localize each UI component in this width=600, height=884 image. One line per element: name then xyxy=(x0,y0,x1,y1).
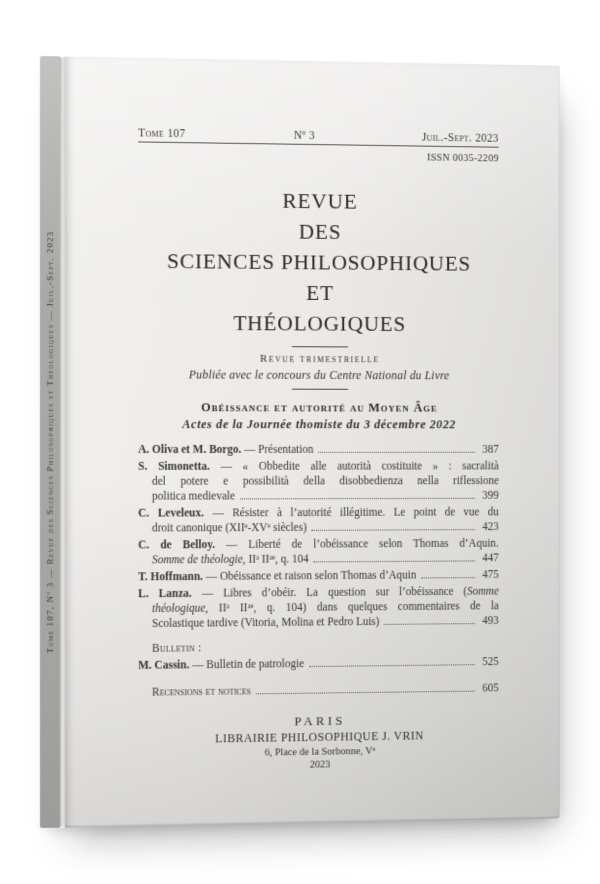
page-number: 475 xyxy=(482,569,499,581)
imprint-year: 2023 xyxy=(309,759,331,771)
book-spine xyxy=(40,56,60,828)
toc-work-title: théologique, xyxy=(151,602,209,616)
dot-leader xyxy=(309,664,475,667)
toc-title: — « Obbedite alle autorità costituite » : sacralità xyxy=(209,460,499,473)
periodicity-label: Revue trimestrielle xyxy=(259,352,380,366)
journal-title xyxy=(138,183,499,339)
recensions-label: Recensions et notices xyxy=(151,685,251,699)
imprint-address: 6, Place de la Sorbonne, Vᵉ xyxy=(264,745,376,759)
imprint-city: PARIS xyxy=(294,712,346,729)
toc-entry xyxy=(138,655,499,674)
journal-title-line: ET xyxy=(306,280,334,305)
toc-title: — Présentation xyxy=(241,443,314,456)
dot-leader xyxy=(240,498,475,500)
toc-title: — Obéissance et raison selon Thomas d’Aquin xyxy=(202,569,417,583)
toc-title: — Liberté de l’obéissance selon Thomas d’Aquin. xyxy=(215,537,499,552)
toc-author: A. Oliva et M. Borgo. xyxy=(138,443,242,456)
page-number: 525 xyxy=(482,656,499,669)
page-number: 605 xyxy=(482,682,499,695)
dot-leader xyxy=(421,577,475,578)
toc-author: M. Cassin. xyxy=(138,659,190,672)
toc-title-continued: del potere e possibilità della disobbedienza nella riflessione xyxy=(151,475,499,488)
front-cover xyxy=(65,56,560,827)
dot-leader xyxy=(256,691,475,695)
toc-work-title: Somme xyxy=(467,585,499,598)
toc-entry xyxy=(138,460,499,505)
separator-rule xyxy=(292,346,348,347)
journal-title-line: DES xyxy=(298,218,342,244)
issn-label: ISSN 0035-2209 xyxy=(426,152,499,165)
bulletin-section-heading: Bulletin : xyxy=(151,642,202,655)
toc-title-continued: droit canonique (XIIᵉ-XVᵉ siècles) xyxy=(151,521,307,535)
toc-title-continued: IIᵃ IIᵃᵉ, q. 104 xyxy=(245,553,309,566)
dot-leader xyxy=(318,452,475,453)
support-note: Publiée avec le concours du Centre National du Livre xyxy=(188,367,450,383)
page-number: 447 xyxy=(482,552,499,565)
journal-title-line: REVUE xyxy=(282,188,358,214)
date-label: Juil.-Sept. 2023 xyxy=(422,131,499,145)
toc-entry xyxy=(138,568,499,585)
imprint-block xyxy=(138,711,499,774)
spine-title: Tome 107, Nº 3 — Revue des Sciences Philosophiques et Théologiques — Juil.-Sept. 2023 xyxy=(44,230,55,654)
toc-title-continued: IIᵃ IIᵃᵉ, q. 104) dans quelques commentaires de la xyxy=(208,600,499,615)
imprint-publisher: LIBRAIRIE PHILOSOPHIQUE J. VRIN xyxy=(215,728,424,746)
page-number: 399 xyxy=(482,489,499,502)
journal-cover-book xyxy=(40,56,560,828)
toc-author: C. Leveleux. xyxy=(138,507,204,520)
toc-author: T. Hoffmann. xyxy=(138,570,203,584)
toc-title-continued: Scolastique tardive (Vitoria, Molina et Pedro Luis) xyxy=(151,616,380,630)
toc-title: — Résister à l’autorité illégitime. Le point de vue du xyxy=(203,506,499,520)
dot-leader xyxy=(312,529,475,531)
toc-title-continued: politica medievale xyxy=(151,490,236,503)
toc-author: L. Lanza. xyxy=(138,587,192,601)
toc-author: S. Simonetta. xyxy=(138,460,210,473)
page-number: 423 xyxy=(482,521,499,534)
issue-theme-title: Obéissance et autorité au Moyen Âge xyxy=(201,400,438,415)
page-number: 387 xyxy=(482,443,499,456)
toc-author: C. de Belloy. xyxy=(138,539,216,552)
volume-label: Tome 107 xyxy=(138,127,186,141)
separator-rule xyxy=(292,389,348,390)
table-of-contents xyxy=(138,443,499,701)
toc-entry xyxy=(138,537,499,569)
toc-entry xyxy=(138,443,499,458)
toc-entry xyxy=(138,585,499,632)
toc-title: — Bulletin de patrologie xyxy=(189,658,305,672)
toc-work-title: Somme de théologie, xyxy=(151,553,246,567)
toc-title: — Libres d’obéir. La question sur l’obéissance ( xyxy=(191,585,468,600)
toc-entry xyxy=(138,682,499,701)
dot-leader xyxy=(384,623,475,625)
issue-number-label: Nº 3 xyxy=(293,129,316,143)
issue-theme-subtitle: Actes de la Journée thomiste du 3 décembre 2022 xyxy=(182,417,456,432)
dot-leader xyxy=(314,560,475,562)
journal-title-line: THÉOLOGIQUES xyxy=(233,310,407,336)
journal-title-line: SCIENCES PHILOSOPHIQUES xyxy=(166,248,471,276)
toc-entry xyxy=(138,506,499,537)
page-number: 493 xyxy=(482,615,499,627)
